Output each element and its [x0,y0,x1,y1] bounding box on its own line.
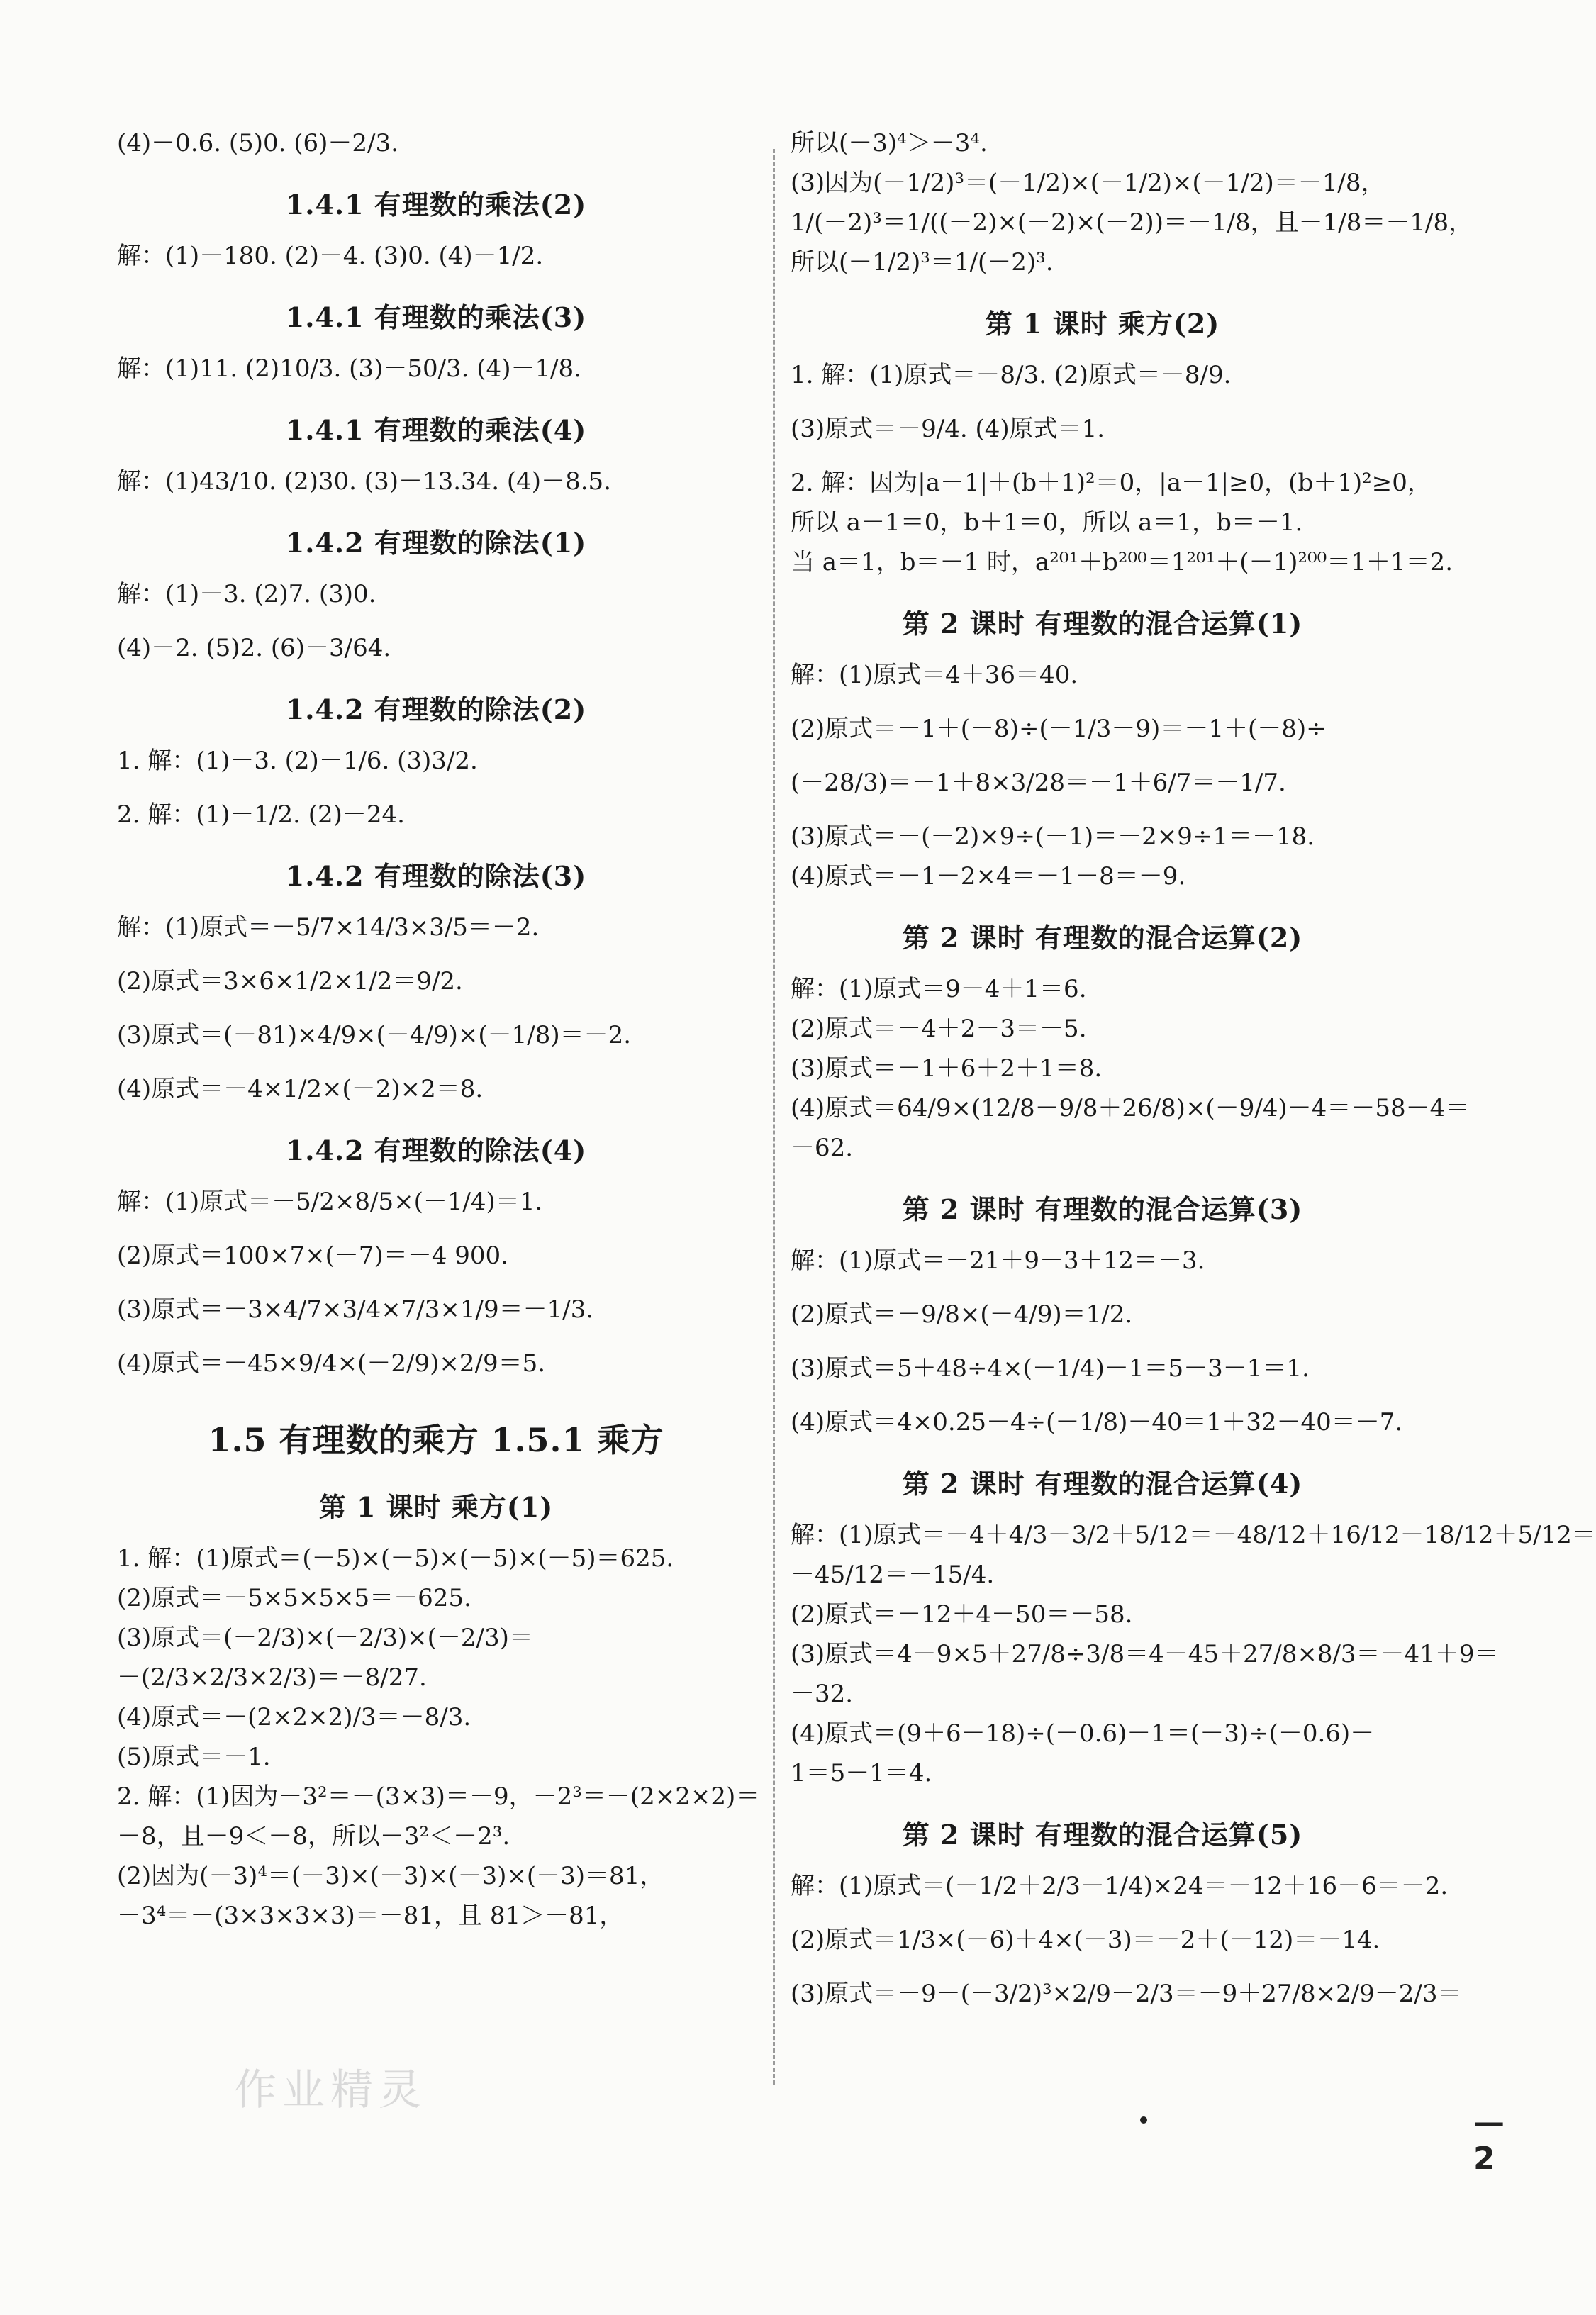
answer-line: 解：(1)原式＝9－4＋1＝6. [791,975,1087,1003]
right-column [791,128,1596,2032]
answer-line: (3)原式＝5＋48÷4×(－1/4)－1＝5－3－1＝1. [791,1354,1310,1383]
answer-line: (4)原式＝－4×1/2×(－2)×2＝8. [117,1075,484,1103]
answer-line: 解：(1)11. (2)10/3. (3)－50/3. (4)－1/8. [117,355,581,383]
answer-line: (2)原式＝100×7×(－7)＝－4 900. [117,1242,508,1270]
answer-line: 解：(1)－3. (2)7. (3)0. [117,580,376,608]
answer-line: －45/12＝－15/4. [791,1561,995,1589]
section-heading: 1.4.2 有理数的除法(1) [285,527,587,559]
left-column [117,128,760,1940]
answer-line: (4)原式＝64/9×(12/8－9/8＋26/8)×(－9/4)－4＝－58－4＝ [791,1094,1470,1122]
answer-line: (2)原式＝－12＋4－50＝－58. [791,1600,1133,1629]
answer-line: 所以(－3)⁴＞－3⁴. [791,129,988,157]
answer-line: (2)原式＝－1＋(－8)÷(－1/3－9)＝－1＋(－8)÷ [791,715,1327,743]
answer-line: (2)原式＝1/3×(－6)＋4×(－3)＝－2＋(－12)＝－14. [791,1926,1380,1954]
answer-line: 解：(1)原式＝－5/2×8/5×(－1/4)＝1. [117,1188,543,1216]
section-heading: 第 2 课时 有理数的混合运算(2) [902,922,1303,954]
answer-line: (2)因为(－3)⁴＝(－3)×(－3)×(－3)×(－3)＝81， [117,1862,664,1890]
section-heading: 1.4.1 有理数的乘法(3) [285,301,587,333]
answer-line: 1. 解：(1)原式＝－8/3. (2)原式＝－8/9. [791,361,1232,389]
answer-line: (4)－2. (5)2. (6)－3/64. [117,634,391,662]
answer-line: (3)原式＝4－9×5＋27/8÷3/8＝4－45＋27/8×8/3＝－41＋9＝ [791,1640,1499,1668]
answer-line: (4)原式＝－1－2×4＝－1－8＝－9. [791,862,1186,891]
answer-line: (3)原式＝－1＋6＋2＋1＝8. [791,1054,1103,1083]
answer-line: 2. 解：(1)因为－3²＝－(3×3)＝－9，－2³＝－(2×2×2)＝ [117,1783,760,1811]
section-heading: 第 2 课时 有理数的混合运算(5) [902,1819,1303,1851]
answer-line: (5)原式＝－1. [117,1743,271,1771]
section-heading: 第 2 课时 有理数的混合运算(1) [902,608,1303,640]
answer-line: (3)因为(－1/2)³＝(－1/2)×(－1/2)×(－1/2)＝－1/8， [791,169,1385,197]
answer-line: 解：(1)原式＝－5/7×14/3×3/5＝－2. [117,913,540,942]
answer-line: 解：(1)43/10. (2)30. (3)－13.34. (4)－8.5. [117,467,611,496]
answer-line: (2)原式＝－4＋2－3＝－5. [791,1015,1087,1043]
answer-line: 所以 a－1＝0，b＋1＝0，所以 a＝1，b＝－1. [791,508,1303,537]
answer-line: 2. 解：(1)－1/2. (2)－24. [117,801,405,829]
chapter-heading: 1.5 有理数的乘方 1.5.1 乘方 [208,1421,664,1459]
watermark: 作业精灵 [234,2065,427,2115]
answer-line: (4)－0.6. (5)0. (6)－2/3. [117,129,398,157]
answer-line: 1. 解：(1)－3. (2)－1/6. (3)3/2. [117,747,478,775]
answer-line: (3)原式＝(－81)×4/9×(－4/9)×(－1/8)＝－2. [117,1021,632,1049]
answer-line: －(2/3×2/3×2/3)＝－8/27. [117,1663,427,1692]
answer-line: (4)原式＝(9＋6－18)÷(－0.6)－1＝(－3)÷(－0.6)－ [791,1719,1375,1748]
section-heading: 1.4.2 有理数的除法(3) [285,860,587,892]
answer-line: (－28/3)＝－1＋8×3/28＝－1＋6/7＝－1/7. [791,769,1286,797]
answer-line: (2)原式＝3×6×1/2×1/2＝9/2. [117,967,463,995]
section-heading: 1.4.1 有理数的乘法(2) [285,189,587,221]
section-heading: 1.4.1 有理数的乘法(4) [285,414,587,446]
section-heading: 1.4.2 有理数的除法(2) [285,693,587,725]
answer-line: 1. 解：(1)原式＝(－5)×(－5)×(－5)×(－5)＝625. [117,1544,674,1573]
answer-line: (2)原式＝－9/8×(－4/9)＝1/2. [791,1300,1133,1329]
answer-line: (3)原式＝(－2/3)×(－2/3)×(－2/3)＝ [117,1624,533,1652]
answer-line: －62. [791,1134,854,1162]
bottom-dot [1140,2116,1147,2124]
answer-line: 1＝5－1＝4. [791,1759,932,1787]
section-heading: 第 2 课时 有理数的混合运算(3) [902,1193,1303,1225]
answer-line: 所以(－1/2)³＝1/(－2)³. [791,248,1054,277]
answer-line: (3)原式＝－9－(－3/2)³×2/9－2/3＝－9＋27/8×2/9－2/3＝ [791,1980,1462,2008]
answer-line: (4)原式＝－(2×2×2)/3＝－8/3. [117,1703,471,1731]
answer-line: －3⁴＝－(3×3×3×3)＝－81，且 81＞－81， [117,1902,624,1930]
answer-line: (4)原式＝－45×9/4×(－2/9)×2/9＝5. [117,1349,546,1378]
answer-line: －8，且－9＜－8，所以－3²＜－2³. [117,1822,510,1851]
answer-line: (3)原式＝－3×4/7×3/4×7/3×1/9＝－1/3. [117,1295,594,1324]
answer-line: (4)原式＝4×0.25－4÷(－1/8)－40＝1＋32－40＝－7. [791,1408,1403,1437]
page-number: —2 [1473,2104,1505,2177]
section-heading: 第 2 课时 有理数的混合运算(4) [902,1468,1303,1500]
answer-line: 1/(－2)³＝1/((－2)×(－2)×(－2))＝－1/8，且－1/8＝－1/8， [791,208,1473,237]
answer-line: －32. [791,1680,854,1708]
answer-line: (2)原式＝－5×5×5×5＝－625. [117,1584,471,1612]
section-heading: 第 1 课时 乘方(2) [985,308,1220,340]
answer-line: 2. 解：因为|a－1|＋(b＋1)²＝0，|a－1|≥0，(b＋1)²≥0， [791,469,1432,497]
answer-line: (3)原式＝－(－2)×9÷(－1)＝－2×9÷1＝－18. [791,822,1315,851]
answer-line: 解：(1)原式＝4＋36＝40. [791,661,1078,689]
section-heading: 1.4.2 有理数的除法(4) [285,1134,587,1166]
answer-line: 解：(1)原式＝－21＋9－3＋12＝－3. [791,1246,1205,1275]
section-heading: 第 1 课时 乘方(1) [318,1491,554,1523]
answer-line: 解：(1)原式＝－4＋4/3－3/2＋5/12＝－48/12＋16/12－18/12＋5/12＝ [791,1521,1596,1549]
answer-line: 解：(1)－180. (2)－4. (3)0. (4)－1/2. [117,242,544,270]
answer-line: 当 a＝1，b＝－1 时，a²⁰¹＋b²⁰⁰＝1²⁰¹＋(－1)²⁰⁰＝1＋1＝2. [791,548,1453,576]
column-divider [773,149,775,2085]
answer-line: 解：(1)原式＝(－1/2＋2/3－1/4)×24＝－12＋16－6＝－2. [791,1872,1449,1900]
answer-line: (3)原式＝－9/4. (4)原式＝1. [791,415,1105,443]
